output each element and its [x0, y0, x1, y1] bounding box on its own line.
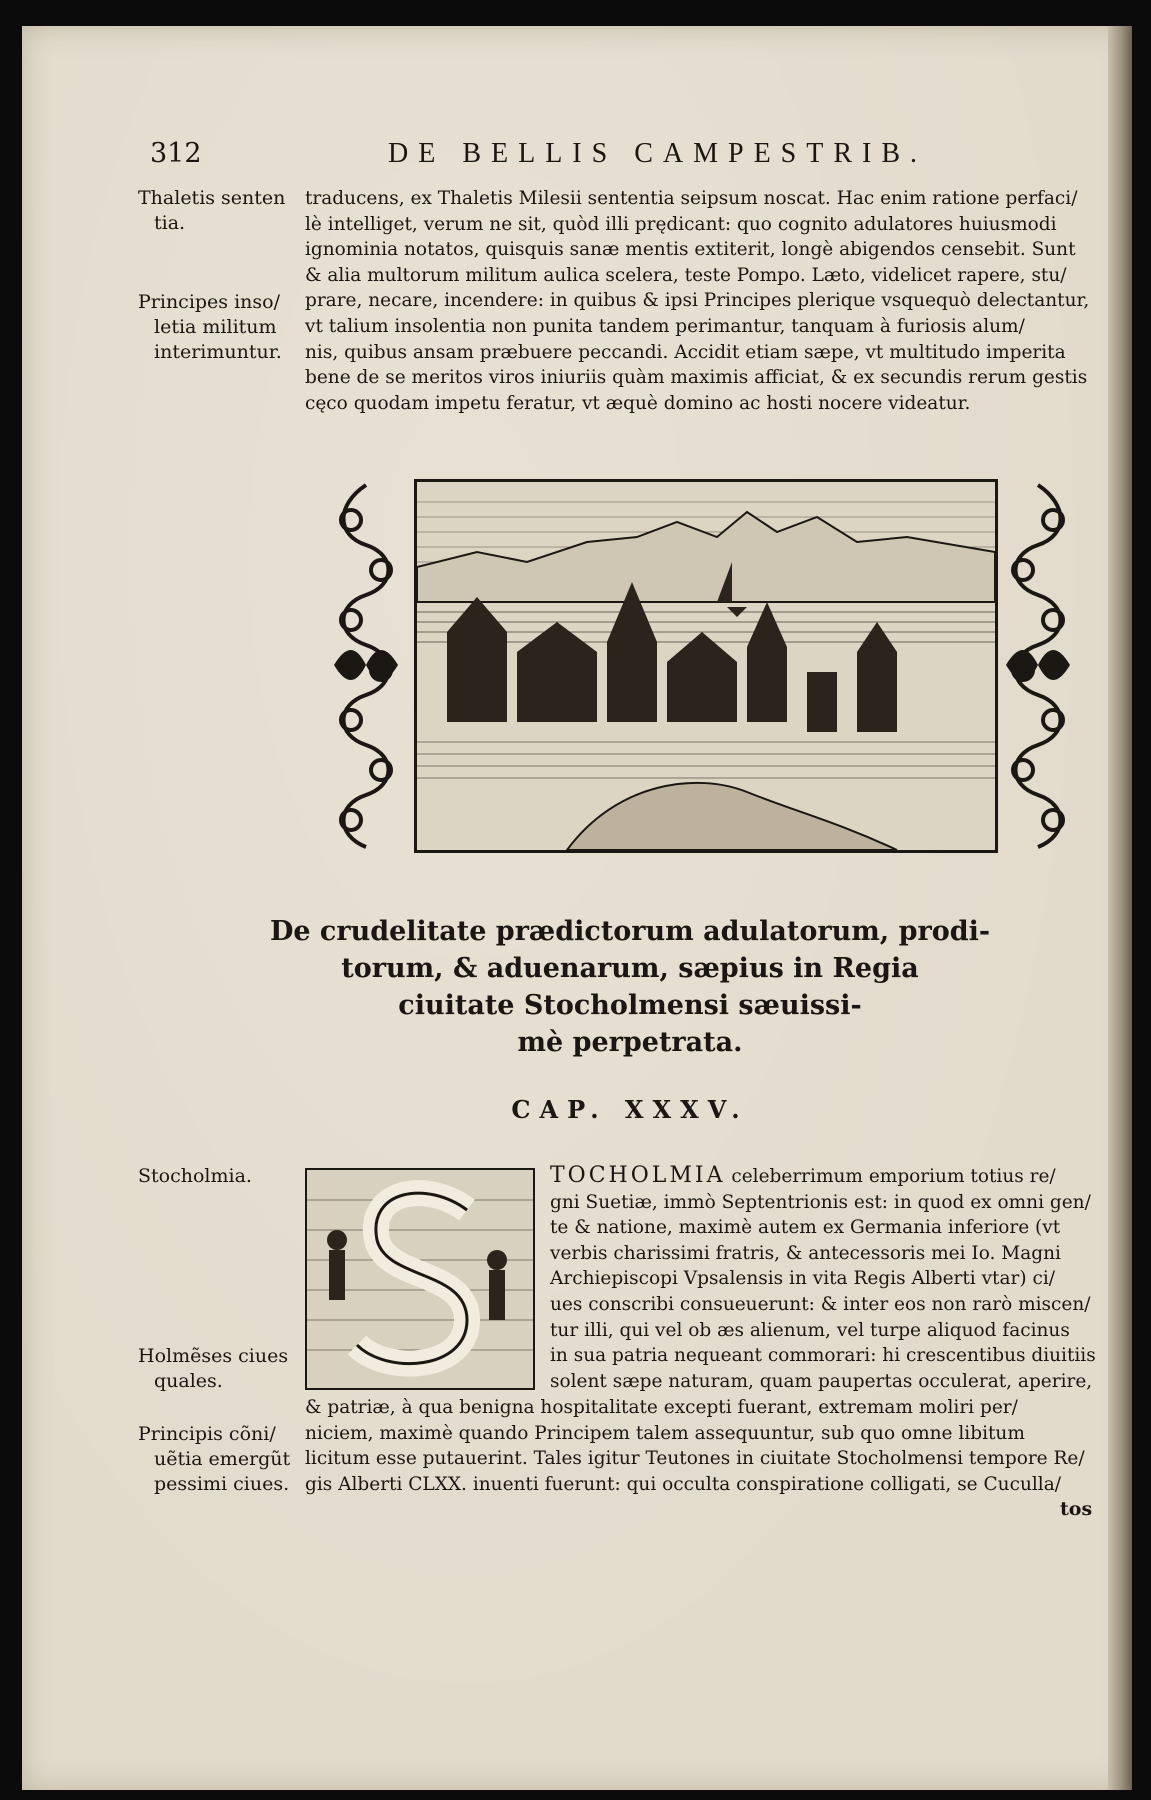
margin-note: Thaletis senten tia.: [138, 187, 286, 234]
running-header: [150, 138, 1020, 178]
catchword: tos: [1060, 1498, 1093, 1520]
page-number: 312: [150, 138, 202, 169]
margin-note: Principes inso/ letia militum interimuntur.: [138, 291, 282, 363]
paragraph-1: traducens, ex Thaletis Milesii sententia seipsum noscat. Hac enim ratione perfaci/ lè intelliget, verum ne sit, quòd illi prędicant: quo cognito adulatores huiusmodi ignominia notatos, quisquis sanæ mentis extiterit, longè abigendos censebit. Sunt & alia multorum militum aulica scelera, teste Pompo. Læto, videlicet rapere, stu/ prare, necare, incendere: in quibus & ipsi Principes plerique vsquequò delectantur, vt talium insolentia non punita tandem perimantur, tanquam à furiosis alum/ nis, quibus ansam præbuere peccandi. Accidit etiam sæpe, vt multitudo imperita bene de se meritos viros iniuriis quàm maximis afficiat, & ex secundis rerum gestis cęco quodam impetu feratur, vt æquè domino ac hosti nocere videatur.: [305, 188, 1090, 414]
decorated-initial: [305, 1168, 535, 1390]
stockholm-view-icon: [417, 482, 995, 850]
margin-note: Principis cõni/ uẽtia emergũt pessimi ciues.: [138, 1423, 291, 1495]
page-edge: [1108, 26, 1132, 1790]
margin-note: Holmẽses ciues quales.: [138, 1345, 289, 1392]
paragraph-2-full-width: & patriæ, à qua benigna hospitalitate excepti fuerant, extremam moliri per/ niciem, maximè quando Principem talem assequuntur, sub quo omne libitum licitum esse putauerint. Tales igitur Teutones in ciuitate Stocholmensi tempore Re/ gis Alberti CLXX. inuenti fuerunt: qui occulta conspiratione colligati, se Cuculla/: [305, 1397, 1085, 1495]
woodcut-figure: [326, 475, 1078, 857]
initial-s-woodcut-icon: [307, 1170, 533, 1388]
chapter-number: CAP. XXXV.: [511, 1095, 749, 1124]
city-view-woodcut: [414, 479, 998, 853]
running-title: DE BELLIS CAMPESTRIB.: [388, 138, 928, 169]
chapter-heading-caption: De crudelitate prædictorum adulatorum, prodi- torum, & aduenarum, sæpius in Regia ciuitate Stocholmensi sæuissi- mè perpetrata.: [269, 916, 991, 1058]
lead-word: TOCHOLMIA: [550, 1163, 726, 1188]
paragraph-2-beside-initial: TOCHOLMIA celeberrimum emporium totius re/ gni Suetiæ, immò Septentrionis est: in quod ex omni gen/ te & natione, maximè autem ex Germania inferiore (vt verbis charissimi fratris, & antecessoris mei Io. Magni Archiepiscopi Vpsalensis in vita Regis Alberti vtar) ci/ ues conscribi consueuerunt: & inter eos non rarò miscen/ tur illi, qui vel ob æs alienum, vel turpe aliquod facinus in sua patria nequeant commorari: hi crescentibus diuitiis solent sæpe naturam, quam paupertas occulerat, aperire,: [550, 1163, 1096, 1392]
ornament-right-icon: [998, 475, 1078, 857]
ornament-left-icon: [326, 475, 406, 857]
margin-note: Stocholmia.: [138, 1165, 252, 1187]
